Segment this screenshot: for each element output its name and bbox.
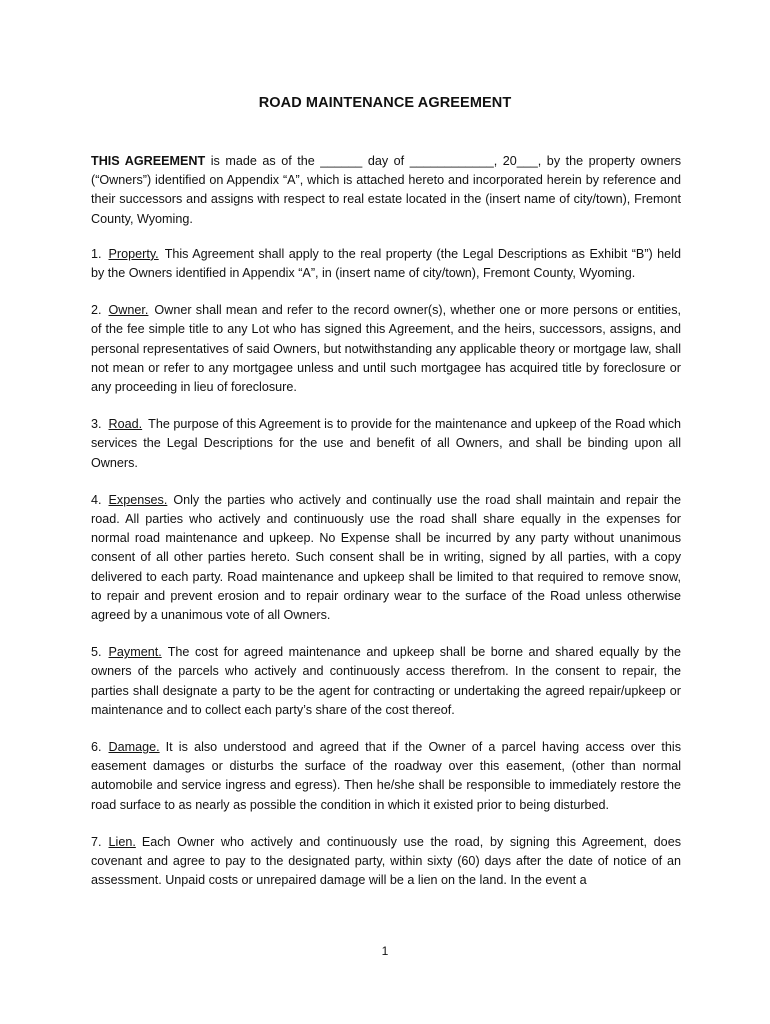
section-heading: Damage. <box>108 740 160 755</box>
section-property <box>91 245 681 283</box>
section-text: This Agreement shall apply to the real property (the Legal Descriptions as Exhibit “B”) held by the Owners identified in Appendix “A”, in (insert name of city/town), Fremont County, Wyoming. <box>91 246 681 281</box>
section-heading: Expenses. <box>108 492 168 507</box>
intro-paragraph <box>91 152 681 229</box>
section-text: The purpose of this Agreement is to provide for the maintenance and upkeep of the Road which services the Legal Descriptions for the use and benefit of all Owners, and shall be binding upon all Owners. <box>91 417 681 470</box>
section-damage <box>91 738 681 815</box>
section-number: 1. <box>91 246 102 261</box>
section-text: Owner shall mean and refer to the record owner(s), whether one or more persons or entities, of the fee simple title to any Lot who has signed this Agreement, and the heirs, successors, assigns, and personal representatives of said Owners, but notwithstanding any applicable theory or mortgage law, shall not mean or refer to any mortgagee unless and until such mortgagee has acquired title by foreclosure or any proceeding in lieu of foreclosure. <box>91 303 681 395</box>
section-road <box>91 415 681 473</box>
section-number: 5. <box>91 645 102 660</box>
section-heading: Lien. <box>108 834 136 849</box>
section-expenses <box>91 491 681 625</box>
section-text: Each Owner who actively and continuously use the road, by signing this Agreement, does covenant and agree to pay to the designated party, within sixty (60) days after the date of notice of an assessment. Unpaid costs or unrepaired damage will be a lien on the land. In the event a <box>91 834 681 888</box>
section-number: 3. <box>91 417 102 432</box>
section-number: 7. <box>91 834 102 849</box>
section-heading: Owner. <box>108 303 149 318</box>
section-number: 6. <box>91 740 102 755</box>
section-number: 4. <box>91 492 102 507</box>
section-number: 2. <box>91 303 102 318</box>
intro-text: is made as of the ______ day of ____________, 20___, by the property owners (“Owners”) identified on Appendix “A”, which is attached hereto and incorporated herein by reference and their successors and assigns with respect to real estate located in the (insert name of city/town), Fremont County, Wyoming. <box>91 154 681 226</box>
section-heading: Road. <box>108 417 143 432</box>
section-lien <box>91 833 681 891</box>
document-body <box>91 152 681 909</box>
intro-lead: THIS AGREEMENT <box>91 154 206 168</box>
section-text: Only the parties who actively and continually use the road shall maintain and repair the road. All parties who actively and continuously use the road shall share equally in the expenses for normal road maintenance and upkeep. No Expense shall be incurred by any party without unanimous consent of all other parties hereto. Such consent shall be in writing, signed by all parties, with a copy delivered to each party. Road maintenance and upkeep shall be limited to that required to remove snow, to repair and prevent erosion and to repair ordinary wear to the surface of the Road unless otherwise agreed by a unanimous vote of all Owners. <box>91 492 681 623</box>
section-payment <box>91 643 681 720</box>
section-owner <box>91 301 681 397</box>
section-text: It is also understood and agreed that if the Owner of a parcel having access over this easement damages or disturbs the surface of the roadway over this easement, (other than normal automobile and service ingress and egress). Then he/she shall be responsible to immediately restore the road surface to as nearly as possible the condition in which it existed prior to being disturbed. <box>91 740 681 812</box>
section-heading: Property. <box>108 246 159 261</box>
document-title: ROAD MAINTENANCE AGREEMENT <box>258 95 512 111</box>
section-text: The cost for agreed maintenance and upkeep shall be borne and shared equally by the owners of the parcels who actively and continuously access therefrom. In the consent to repair, the parties shall designate a party to be the agent for contracting or undertaking the agreed repair/upkeep or maintenance and to collect each party’s share of the cost thereof. <box>91 645 681 717</box>
page-number: 1 <box>381 944 389 958</box>
section-heading: Payment. <box>108 645 162 660</box>
